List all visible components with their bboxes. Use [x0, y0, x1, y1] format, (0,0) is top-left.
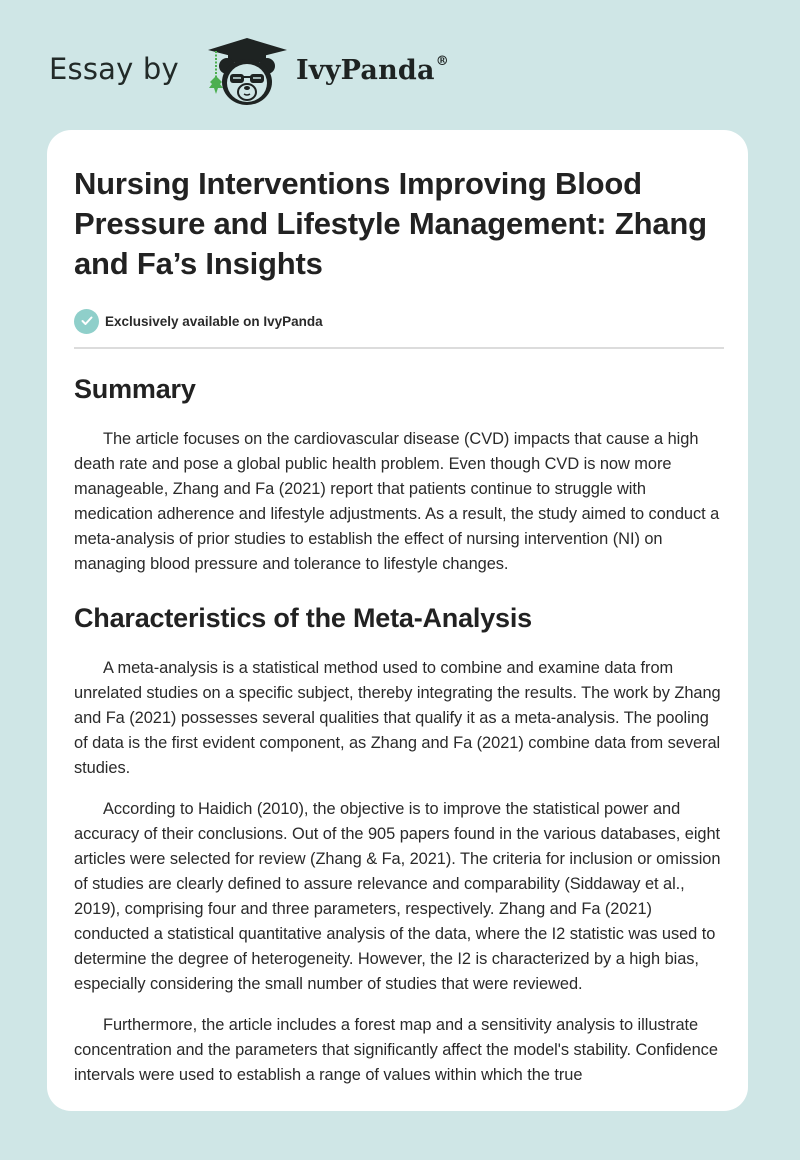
paragraph: Furthermore, the article includes a forest map and a sensitivity analysis to illustrate concentration and the parameters that significantly affect the model's stability. Confidence intervals were used to establish a range of values within which the true — [74, 1016, 718, 1084]
exclusive-badge — [74, 308, 724, 334]
essay-by-label: Essay by — [49, 52, 179, 86]
section-heading-summary: Summary — [74, 374, 196, 404]
section-heading-characteristics: Characteristics of the Meta-Analysis — [74, 603, 532, 633]
paragraph: The article focuses on the cardiovascular disease (CVD) impacts that cause a high death rate and pose a global public health problem. Even though CVD is now more manageable, Zhang and Fa (2021) report that patients continue to struggle with medication adherence and lifestyle adjustments. As a result, the study aimed to conduct a meta-analysis of prior studies to establish the effect of nursing intervention (NI) on managing blood pressure and tolerance to lifestyle changes. — [74, 430, 720, 573]
exclusive-text: Exclusively available on IvyPanda — [105, 313, 323, 329]
page-title: Nursing Interventions Improving Blood Pressure and Lifestyle Management: Zhang and Fa’s Insights — [74, 166, 707, 281]
registered-mark: ® — [435, 54, 449, 69]
paragraph: A meta-analysis is a statistical method used to combine and examine data from unrelated studies on a specific subject, thereby integrating the results. The work by Zhang and Fa (2021) possesses several qualities that qualify it as a meta-analysis. The pooling of data is the first evident component, as Zhang and Fa (2021) combine data from several studies. — [74, 659, 721, 777]
site-header — [0, 0, 800, 130]
paragraph: According to Haidich (2010), the objective is to improve the statistical power and accuracy of their conclusions. Out of the 905 papers found in the various databases, eight articles were selected for review (Zhang & Fa, 2021). The criteria for inclusion or omission of studies are clearly defined to assure relevance and comparability (Siddaway et al., 2019), comprising four and three parameters, respectively. Zhang and Fa (2021) conducted a statistical quantitative analysis of the data, where the I2 statistic was used to determine the degree of heterogeneity. However, the I2 is characterized by a high bias, especially considering the small number of studies that were reviewed. — [74, 800, 721, 993]
check-circle-icon — [74, 309, 99, 334]
panda-graduation-cap-logo-icon[interactable] — [202, 36, 292, 108]
essay-card — [47, 130, 748, 1111]
divider — [74, 347, 724, 349]
brand-name[interactable]: IvyPanda® — [296, 54, 449, 86]
essay-content — [74, 164, 724, 1088]
